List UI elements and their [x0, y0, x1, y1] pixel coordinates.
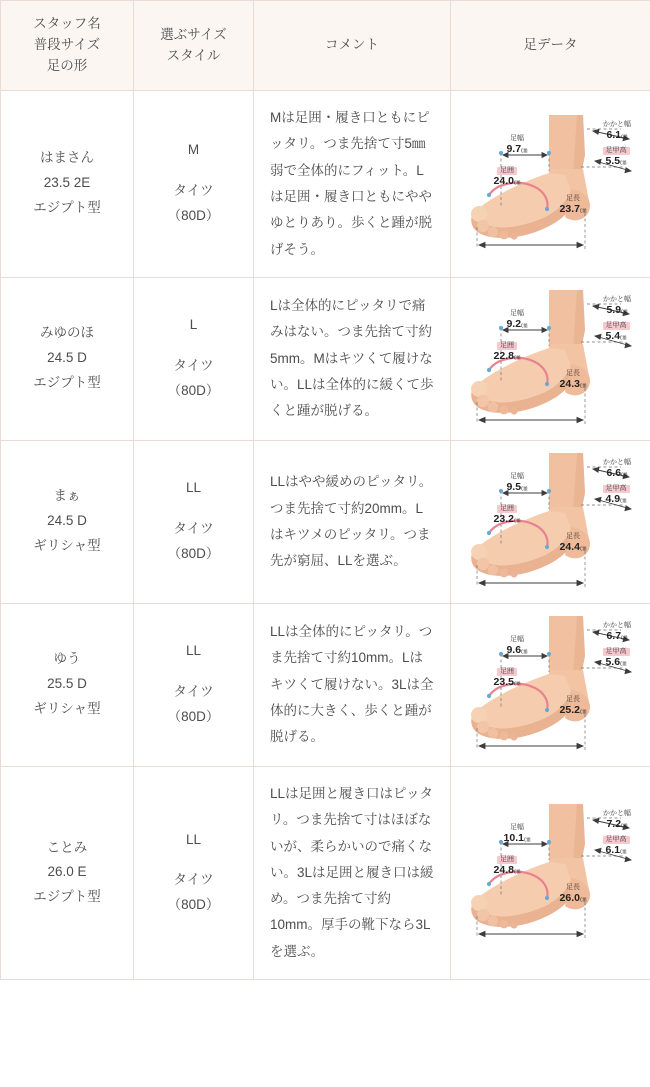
table-row	[1, 766, 650, 979]
table-header-row	[1, 1, 650, 91]
foot-girth-label	[481, 856, 533, 876]
foot-girth-value: 24.8㎝	[493, 864, 521, 877]
foot-width-label	[493, 824, 541, 844]
foot-length-value: 23.7㎝	[559, 202, 587, 215]
heel-width-value: 6.6㎝	[606, 466, 628, 479]
foot-width-value: 9.2㎝	[506, 317, 528, 330]
comment-cell: LLは全体的にピッタリ。つま先捨て寸約10mm。Lはキツくて履けない。3Lは全体的に大きく、歩くと踵が脱げる。	[254, 603, 451, 766]
chosen-size: L	[189, 317, 198, 333]
foot-length-value: 25.2㎝	[559, 703, 587, 716]
instep-height-value: 4.9㎝	[605, 492, 627, 505]
foot-girth-caption: 足囲	[500, 504, 514, 512]
instep-height-label	[591, 322, 641, 342]
foot-width-caption: 足幅	[510, 134, 524, 142]
staff-name: ことみ	[46, 839, 88, 855]
foot-data-cell	[451, 91, 650, 278]
foot-girth-caption: 足囲	[500, 341, 514, 349]
table-row	[1, 91, 650, 278]
staff-name: まぁ	[53, 488, 81, 504]
comment-cell: LLはやや緩めのピッタリ。つま先捨て寸約20mm。Lはキツメのピッタリ。つま先が窮屈、LLを選ぶ。	[254, 440, 451, 603]
staff-cell	[1, 603, 134, 766]
heel-width-label	[589, 121, 645, 141]
staff-name: はまさん	[40, 150, 94, 166]
foot-girth-caption: 足囲	[500, 667, 514, 675]
instep-height-caption: 足甲高	[605, 647, 627, 655]
foot-width-caption: 足幅	[510, 635, 524, 643]
foot-width-label	[493, 310, 541, 330]
foot-data-cell	[451, 277, 650, 440]
foot-length-caption: 足長	[566, 194, 580, 202]
foot-width-value: 9.7㎝	[506, 142, 528, 155]
instep-height-label	[591, 485, 641, 505]
foot-width-label	[493, 636, 541, 656]
foot-length-caption: 足長	[566, 532, 580, 540]
instep-height-caption: 足甲高	[605, 146, 627, 154]
foot-diagram	[453, 447, 649, 597]
chosen-denier: （80D）	[167, 208, 220, 224]
chosen-denier: （80D）	[167, 709, 220, 725]
foot-diagram	[453, 109, 649, 259]
instep-height-value: 6.1㎝	[605, 844, 627, 857]
foot-length-value: 24.3㎝	[559, 377, 587, 390]
choice-cell	[134, 603, 254, 766]
foot-length-value: 26.0㎝	[559, 892, 587, 905]
staff-foot-shape: ギリシャ型	[33, 701, 101, 717]
instep-height-value: 5.5㎝	[605, 154, 627, 167]
heel-width-value: 5.9㎝	[606, 303, 628, 316]
foot-width-label	[493, 135, 541, 155]
foot-data-cell	[451, 440, 650, 603]
foot-length-caption: 足長	[566, 695, 580, 703]
foot-data-cell	[451, 766, 650, 979]
heel-width-caption: かかと幅	[603, 621, 631, 629]
instep-height-caption: 足甲高	[605, 835, 627, 843]
foot-girth-value: 23.2㎝	[493, 512, 521, 525]
foot-girth-value: 23.5㎝	[493, 675, 521, 688]
foot-length-label	[549, 533, 597, 553]
heel-width-value: 6.7㎝	[606, 629, 628, 642]
instep-height-label	[591, 147, 641, 167]
heel-width-caption: かかと幅	[603, 809, 631, 817]
heel-width-label	[589, 622, 645, 642]
foot-width-value: 10.1㎝	[503, 832, 531, 845]
instep-height-label	[591, 836, 641, 856]
heel-width-caption: かかと幅	[603, 295, 631, 303]
foot-length-label	[549, 696, 597, 716]
choice-cell	[134, 440, 254, 603]
chosen-denier: （80D）	[167, 546, 220, 562]
choice-cell	[134, 91, 254, 278]
foot-length-label	[549, 884, 597, 904]
header-choice: 選ぶサイズ スタイル	[134, 1, 254, 91]
foot-width-caption: 足幅	[510, 823, 524, 831]
table-row	[1, 603, 650, 766]
foot-length-caption: 足長	[566, 883, 580, 891]
header-foot-data: 足データ	[451, 1, 650, 91]
staff-cell	[1, 91, 134, 278]
staff-cell	[1, 440, 134, 603]
foot-width-value: 9.5㎝	[506, 480, 528, 493]
instep-height-caption: 足甲高	[605, 484, 627, 492]
foot-width-label	[493, 473, 541, 493]
heel-width-label	[589, 459, 645, 479]
instep-height-label	[591, 648, 641, 668]
foot-length-value: 24.4㎝	[559, 540, 587, 553]
foot-diagram	[453, 798, 649, 948]
foot-girth-label	[481, 668, 533, 688]
staff-foot-shape: エジプト型	[33, 375, 101, 391]
heel-width-label	[589, 810, 645, 830]
foot-girth-caption: 足囲	[500, 166, 514, 174]
foot-data-cell	[451, 603, 650, 766]
staff-cell	[1, 277, 134, 440]
staff-usual-size: 24.5 D	[47, 350, 87, 366]
chosen-denier: （80D）	[167, 897, 220, 913]
heel-width-caption: かかと幅	[603, 458, 631, 466]
foot-length-label	[549, 370, 597, 390]
foot-girth-label	[481, 342, 533, 362]
foot-width-value: 9.6㎝	[506, 643, 528, 656]
chosen-style: タイツ	[173, 684, 214, 700]
foot-girth-value: 24.0㎝	[493, 174, 521, 187]
chosen-style: タイツ	[173, 521, 214, 537]
chosen-style: タイツ	[173, 183, 214, 199]
foot-length-caption: 足長	[566, 369, 580, 377]
chosen-denier: （80D）	[167, 383, 220, 399]
heel-width-value: 7.2㎝	[606, 818, 628, 831]
chosen-size: LL	[185, 643, 202, 659]
foot-girth-label	[481, 505, 533, 525]
chosen-size: LL	[185, 831, 202, 847]
staff-usual-size: 24.5 D	[47, 513, 87, 529]
foot-girth-value: 22.8㎝	[493, 349, 521, 362]
heel-width-label	[589, 296, 645, 316]
staff-foot-shape: エジプト型	[33, 889, 101, 905]
instep-height-value: 5.6㎝	[605, 655, 627, 668]
chosen-size: LL	[185, 480, 202, 496]
chosen-style: タイツ	[173, 358, 214, 374]
staff-foot-shape: ギリシャ型	[33, 538, 101, 554]
foot-diagram	[453, 610, 649, 760]
staff-foot-shape: エジプト型	[33, 200, 101, 216]
staff-cell	[1, 766, 134, 979]
comment-cell: Lは全体的にピッタリで痛みはない。つま先捨て寸約5mm。Mはキツくて履けない。LLは全体的に緩くて歩くと踵が脱げる。	[254, 277, 451, 440]
foot-diagram	[453, 284, 649, 434]
foot-width-caption: 足幅	[510, 309, 524, 317]
table-body	[1, 91, 650, 980]
table-row	[1, 440, 650, 603]
table-row	[1, 277, 650, 440]
heel-width-caption: かかと幅	[603, 120, 631, 128]
choice-cell	[134, 766, 254, 979]
header-staff: スタッフ名 普段サイズ 足の形	[1, 1, 134, 91]
staff-usual-size: 25.5 D	[47, 676, 87, 692]
header-comment: コメント	[254, 1, 451, 91]
foot-length-label	[549, 195, 597, 215]
comment-cell: Mは足囲・履き口ともにピッタリ。つま先捨て寸5㎜弱で全体的にフィット。Lは足囲・履き口ともにややゆとりあり。歩くと踵が脱げそう。	[254, 91, 451, 278]
foot-girth-caption: 足囲	[500, 855, 514, 863]
comment-cell: LLは足囲と履き口はピッタリ。つま先捨て寸はほぼないが、柔らかいので痛くない。3Lは足囲と履き口は緩め。つま先捨て寸約10mm。厚手の靴下なら3Lを選ぶ。	[254, 766, 451, 979]
staff-usual-size: 23.5 2E	[43, 175, 91, 191]
instep-height-value: 5.4㎝	[605, 329, 627, 342]
foot-width-caption: 足幅	[510, 472, 524, 480]
staff-usual-size: 26.0 E	[47, 864, 87, 880]
chosen-size: M	[187, 142, 200, 158]
instep-height-caption: 足甲高	[605, 321, 627, 329]
choice-cell	[134, 277, 254, 440]
chosen-style: タイツ	[173, 872, 214, 888]
staff-name: みゆのほ	[40, 325, 94, 341]
heel-width-value: 6.1㎝	[606, 128, 628, 141]
foot-girth-label	[481, 167, 533, 187]
staff-name: ゆう	[53, 651, 81, 667]
